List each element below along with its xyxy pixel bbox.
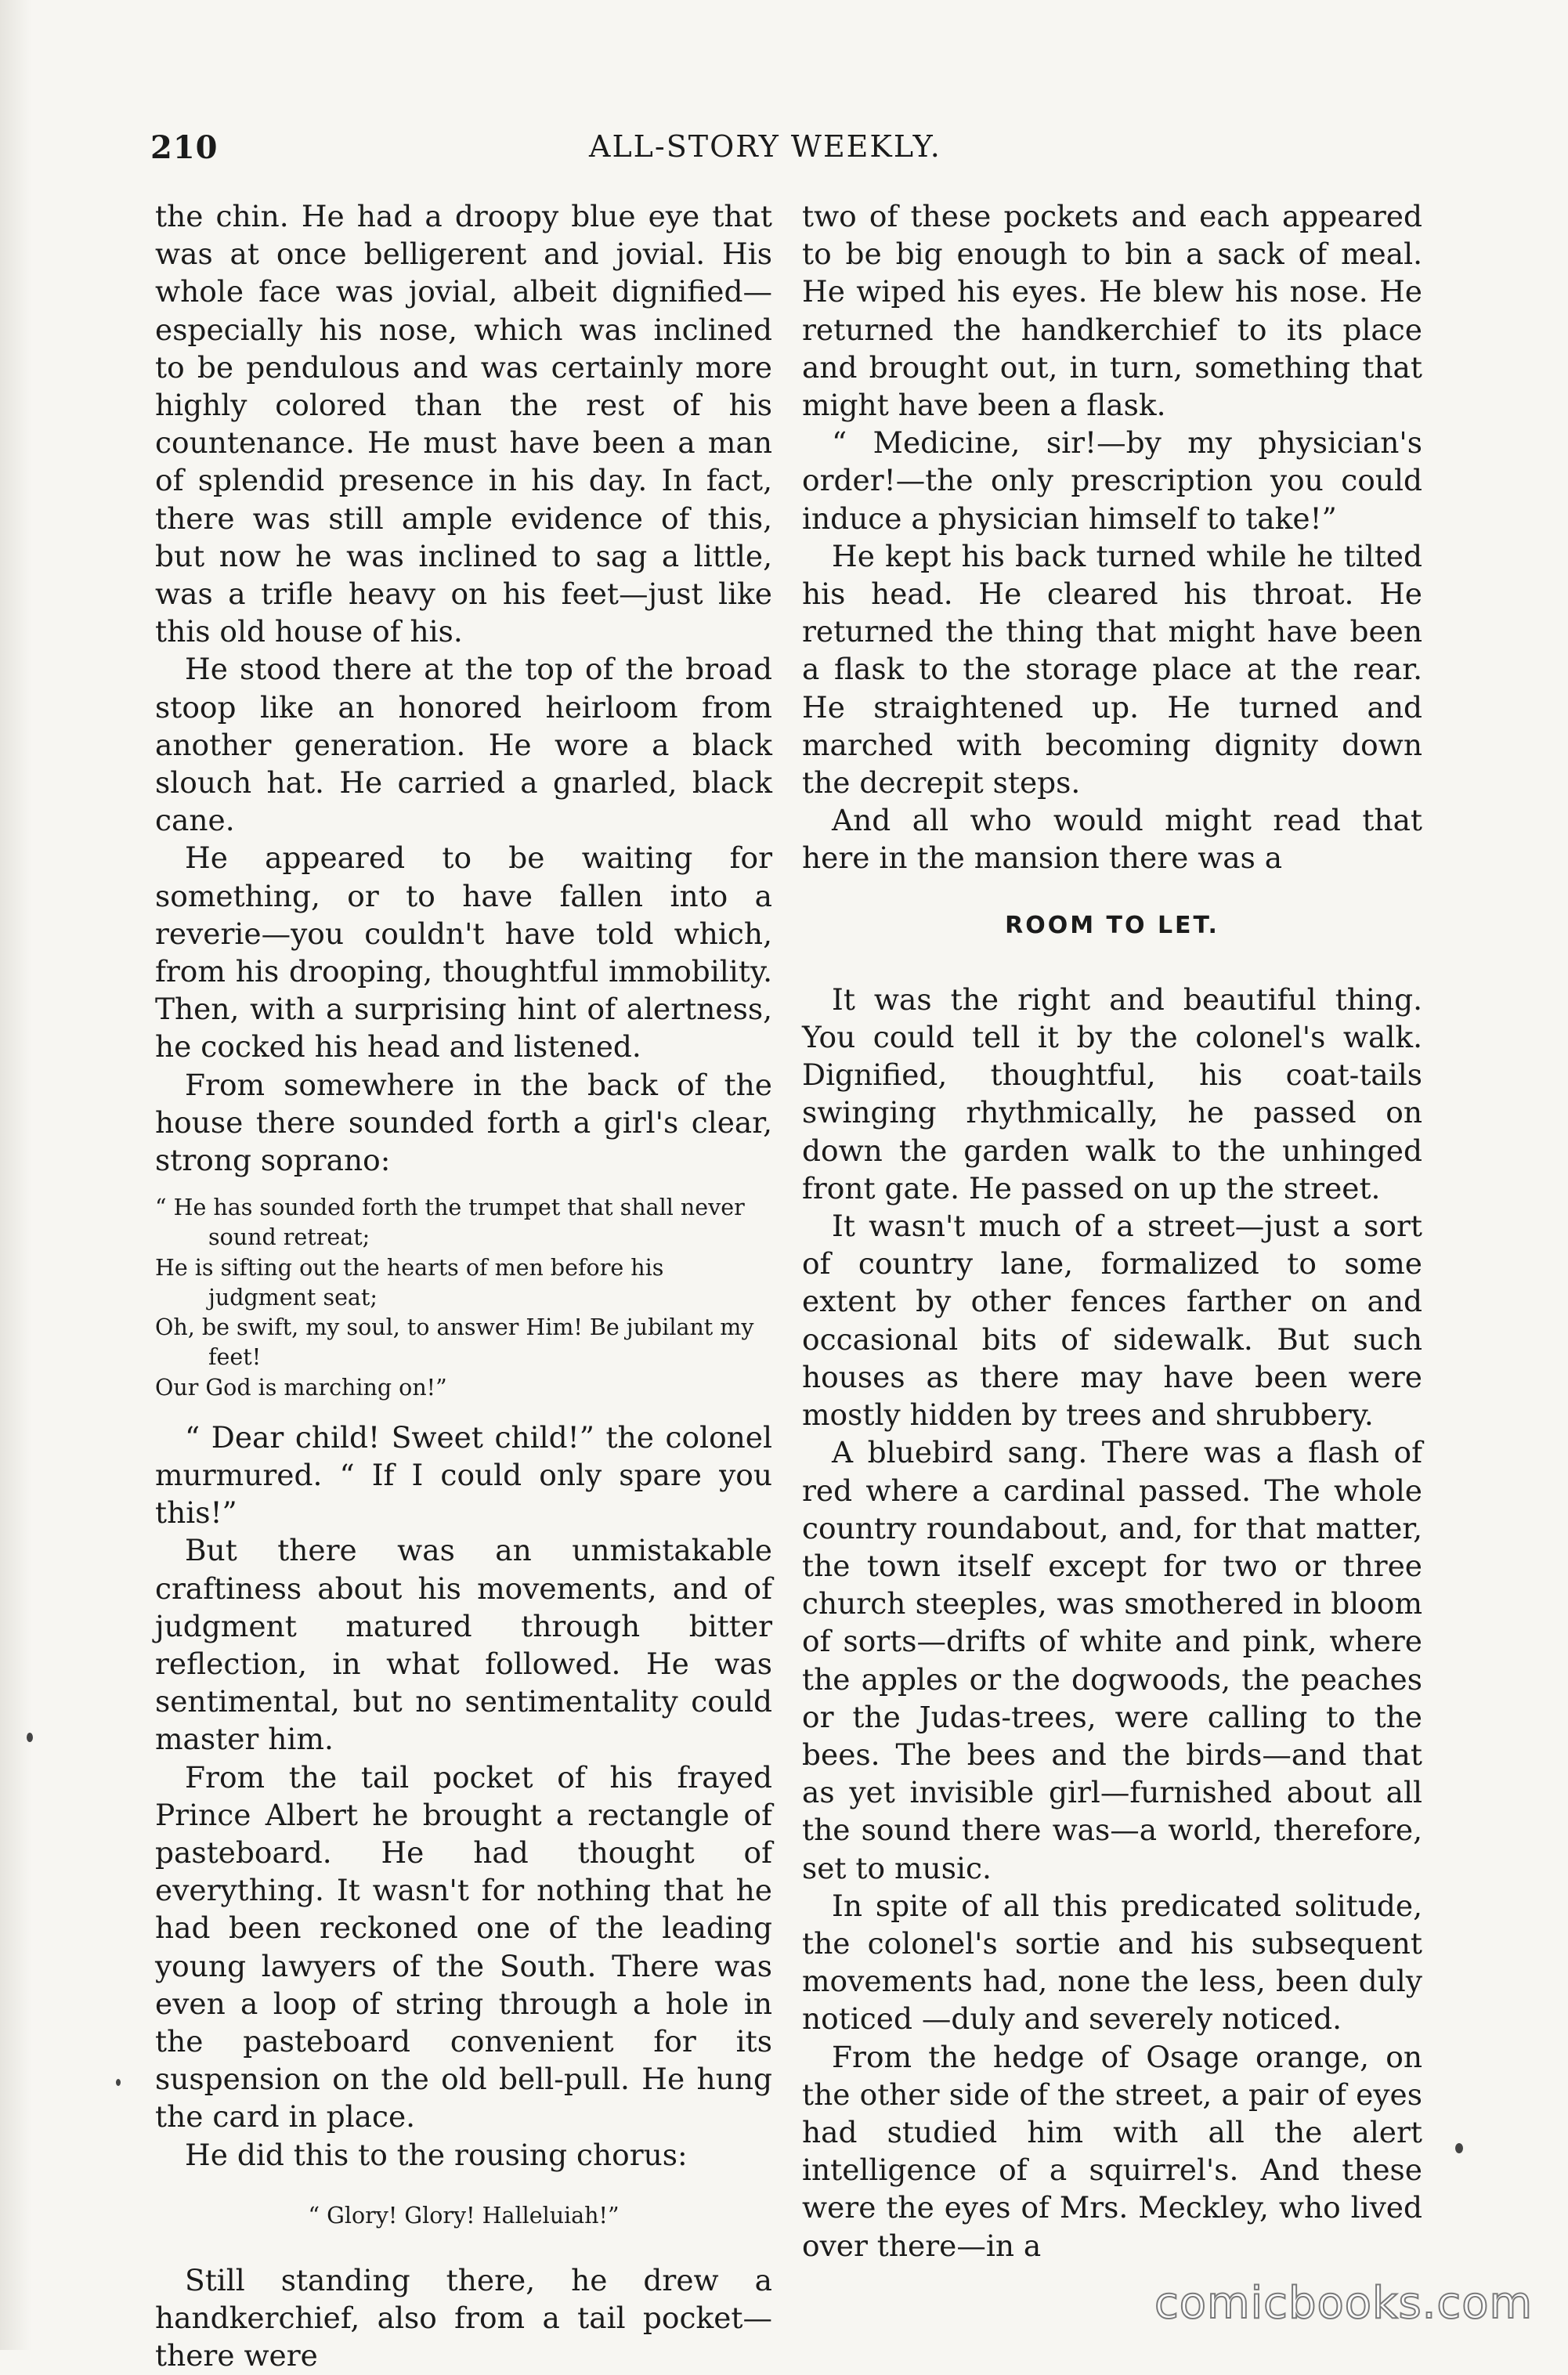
page-edge-shadow (0, 0, 31, 2350)
song-chorus: “ Glory! Glory! Halleluiah!” (308, 2202, 620, 2229)
paragraph: But there was an unmistakable craftiness about his movements, and of judgment matured through bitter reflection, in what followed. He was sentimental, but no sentimentality could master him. (155, 1533, 772, 1757)
paragraph: the chin. He had a droopy blue eye that was at once belligerent and jovial. His whole face was jovial, albeit dignified—especially his nose, which was inclined to be pendulous and was certainly more highly colored than the rest of his countenance. He must have been a man of splendid presence in his day. In fact, there was still ample evidence of this, but now he was inclined to sag a little, was a trifle heavy on his feet—just like this old house of his. (155, 199, 772, 649)
right-column (802, 197, 1422, 2265)
paragraph: He stood there at the top of the broad stoop like an honored heirloom from another generation. He wore a black slouch hat. He carried a gnarled, black cane. (155, 652, 772, 838)
paragraph: He appeared to be waiting for something, or to have fallen into a reverie—you couldn't have told which, from his drooping, thoughtful immobility. Then, with a surprising hint of alertness, he cocked his head and listened. (155, 840, 772, 1065)
left-column (155, 197, 772, 2375)
paragraph: “ Medicine, sir!—by my physician's order!—the only prescription you could induce a physician himself to take!” (802, 425, 1422, 536)
ink-speck (1455, 2143, 1463, 2153)
paragraph: He kept his back turned while he tilted his head. He cleared his throat. He returned the thing that might have been a flask to the storage place at the rear. He straightened up. He turned and marched with becoming dignity down the decrepit steps. (802, 538, 1422, 801)
paragraph: And all who would might read that here in the mansion there was a (802, 803, 1422, 876)
paragraph: From somewhere in the back of the house there sounded forth a girl's clear, strong soprano: (155, 1067, 772, 1178)
ink-speck (116, 2079, 121, 2086)
song-verse (155, 1193, 772, 1402)
paragraph: “ Dear child! Sweet child!” the colonel murmured. “ If I could only spare you this!” (155, 1419, 772, 1531)
watermark: comicbooks.com (1154, 2278, 1534, 2329)
verse-line: Oh, be swift, my soul, to answer Him! Be jubilant my feet! (155, 1314, 754, 1371)
verse-line: “ He has sounded forth the trumpet that shall never sound retreat; (155, 1195, 745, 1251)
verse-line: Our God is marching on!” (155, 1374, 447, 1401)
ink-speck (27, 1733, 33, 1742)
paragraph: two of these pockets and each appeared to be big enough to bin a sack of meal. He wiped his eyes. He blew his nose. He returned the handkerchief to its place and brought out, in turn, something that might have been a flask. (802, 199, 1422, 423)
paragraph: He did this to the rousing chorus: (185, 2137, 688, 2172)
paragraph: In spite of all this predicated solitude, the colonel's sortie and his subsequent movements had, none the less, been duly noticed —duly and severely noticed. (802, 1888, 1422, 2037)
paragraph: Still standing there, he drew a handkerchief, also from a tail pocket—there were (155, 2262, 772, 2373)
paragraph: It was the right and beautiful thing. You could tell it by the colonel's walk. Dignified, thoughtful, his coat-tails swinging rhythmically, he passed on down the garden walk to the unhinged front gate. He passed on up the street. (802, 981, 1422, 1206)
paragraph: A bluebird sang. There was a flash of red where a cardinal passed. The whole country roundabout, and, for that matter, the town itself except for two or three church steeples, was smothered in bloom of sorts—drifts of white and pink, where the apples or the dogwoods, the peaches or the Judas-trees, were calling to the bees. The bees and the birds—and that as yet invisible girl—furnished about all the sound there was—a world, therefore, set to music. (802, 1435, 1422, 1885)
verse-line: He is sifting out the hearts of men before his judgment seat; (155, 1254, 664, 1310)
sign-heading: ROOM TO LET. (1005, 911, 1219, 939)
paragraph: It wasn't much of a street—just a sort of country lane, formalized to some extent by other fences farther on and occasional bits of sidewalk. But such houses as there may have been were mostly hidden by trees and shrubbery. (802, 1209, 1422, 1433)
running-head: ALL-STORY WEEKLY. (589, 129, 941, 164)
paragraph: From the hedge of Osage orange, on the other side of the street, a pair of eyes had studied him with all the alert intelligence of a squirrel's. And these were the eyes of Mrs. Meckley, who lived over there—in a (802, 2039, 1422, 2263)
paragraph: From the tail pocket of his frayed Prince Albert he brought a rectangle of pasteboard. He had thought of everything. It wasn't for nothing that he had been reckoned one of the leading young lawyers of the South. There was even a loop of string through a hole in the pasteboard convenient for its suspension on the old bell-pull. He hung the card in place. (155, 1759, 772, 2135)
page-number: 210 (150, 129, 219, 166)
